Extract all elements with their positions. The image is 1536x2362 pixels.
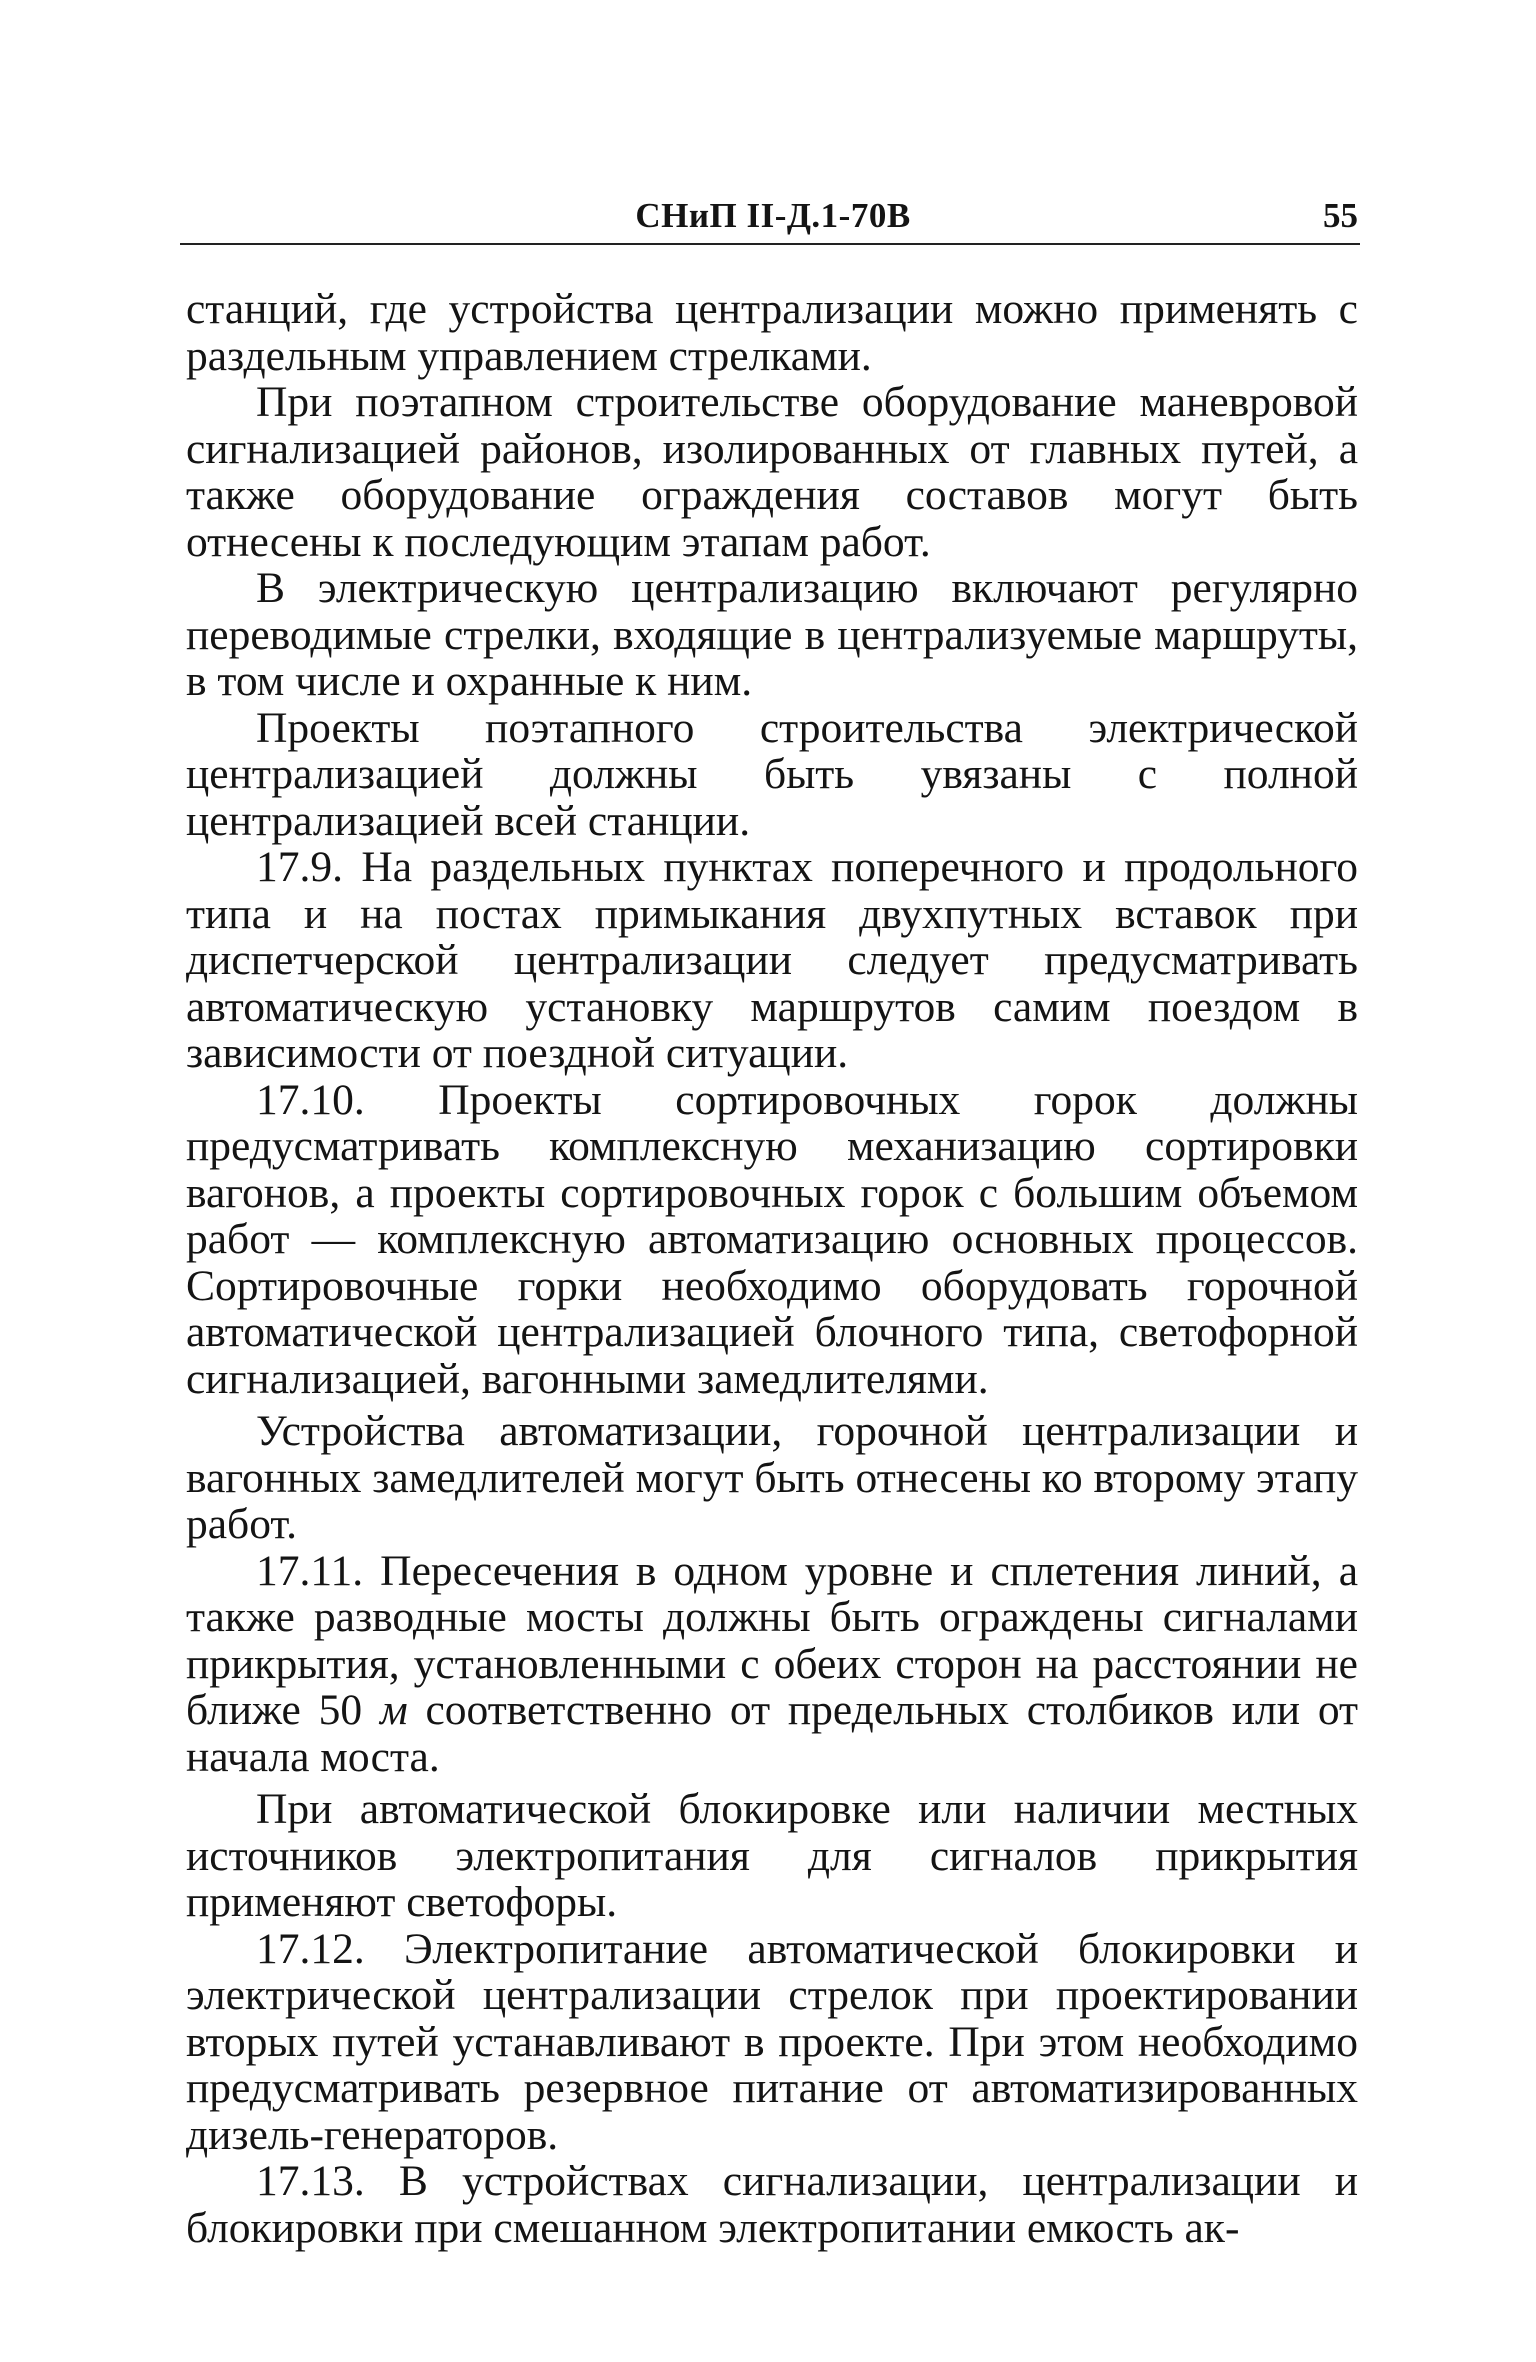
running-head [188, 196, 1358, 246]
unit-meters: м [379, 1686, 408, 1734]
clause-17-11 [186, 1548, 1358, 1781]
paragraph: В электрическую централизацию включают регулярно переводимые стрелки, входящие в централизуемые маршруты, в том числе и охранные к ним. [186, 564, 1358, 705]
page-number: 55 [1323, 196, 1358, 235]
paragraph: При автоматической блокировке или наличии местных источников электропитания для сигналов прикрытия применяют светофоры. [186, 1785, 1358, 1926]
paragraph-continuation: станций, где устройства централизации можно применять с раздельным управлением стрелками. [186, 285, 1358, 380]
clause-17-12: 17.12. Электропитание автоматической блокировки и электрической централизации стрелок при проектировании вторых путей устанавливают в проекте. При этом необходимо предусматривать резервное питание от автоматизированных дизель-генераторов. [186, 1924, 1358, 2159]
document-code: СНиП II-Д.1-70В [635, 196, 911, 235]
clause-text-start: 17.11. Пересечения в одном уровне и сплетения линий, а также разводные мосты должны быть ограждены сигналами прикрытия, установленными с обеих сторон на расстоянии не ближе 50 [186, 1546, 1358, 1734]
clause-17-10: 17.10. Проекты сортировочных горок должны предусматривать комплексную механизацию сортировки вагонов, а проекты сортировочных горок с большим объемом работ — комплексную автоматизацию основных процессов. Сортировочные горки необходимо оборудовать горочной автоматической централизацией блочного типа, светофорной сигнализацией, вагонными замедлителями. [186, 1075, 1358, 1403]
paragraph: Устройства автоматизации, горочной централизации и вагонных замедлителей могут быть отнесены ко второму этапу работ. [186, 1407, 1358, 1548]
header-rule [180, 243, 1360, 245]
clause-17-9: 17.9. На раздельных пунктах поперечного и продольного типа и на постах примыкания двухпутных вставок при диспетчерской централизации следует предусматривать автоматическую установку маршрутов самим поездом в зависимости от поездной ситуации. [186, 843, 1358, 1077]
body-text [186, 286, 1358, 2251]
clause-text-end: соответственно от предельных столбиков или от начала моста. [186, 1686, 1358, 1781]
paragraph: При поэтапном строительстве оборудование маневровой сигнализацией районов, изолированных от главных путей, а также оборудование ограждения составов могут быть отнесены к последующим этапам работ. [186, 378, 1358, 566]
clause-17-13: 17.13. В устройствах сигнализации, централизации и блокировки при смешанном электропитании емкость ак- [186, 2157, 1358, 2252]
paragraph: Проекты поэтапного строительства электрической централизацией должны быть увязаны с полной централизацией всей станции. [186, 703, 1358, 845]
